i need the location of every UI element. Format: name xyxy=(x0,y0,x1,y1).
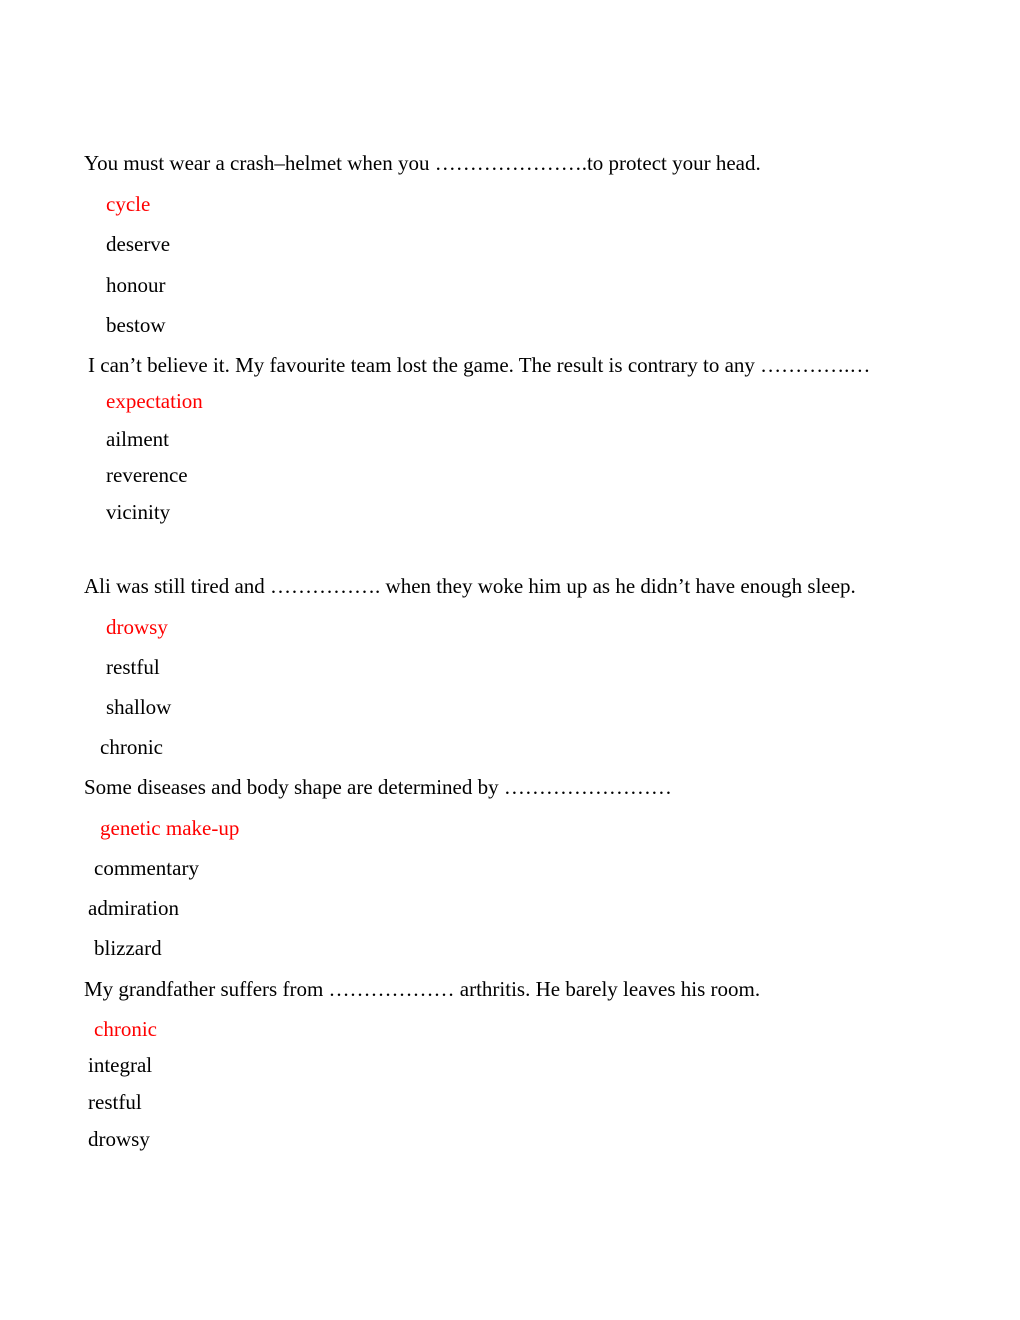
question-5-option-3: restful xyxy=(88,1090,142,1114)
question-5-text: My grandfather suffers from ……………… arthritis. He barely leaves his room. xyxy=(84,977,761,1001)
question-1-option-1: cycle xyxy=(106,192,151,216)
question-4-option-2: commentary xyxy=(94,856,199,880)
question-4-text: Some diseases and body shape are determined by …………………… xyxy=(84,775,672,799)
question-3-option-3: shallow xyxy=(106,695,172,719)
question-1-text: You must wear a crash–helmet when you ………………….to protect your head. xyxy=(84,151,761,175)
question-3-option-4: chronic xyxy=(100,735,163,759)
question-1-option-2: deserve xyxy=(106,232,171,256)
question-4-option-3: admiration xyxy=(88,896,179,920)
question-2-option-1: expectation xyxy=(106,389,203,413)
question-5-option-2: integral xyxy=(88,1053,153,1077)
question-2-option-3: reverence xyxy=(106,463,188,487)
question-5-option-1: chronic xyxy=(94,1017,157,1041)
question-2-text: I can’t believe it. My favourite team lost the game. The result is contrary to any ………….… xyxy=(88,353,871,377)
question-1-option-4: bestow xyxy=(106,313,166,337)
question-4-option-4: blizzard xyxy=(94,936,162,960)
question-4-option-1: genetic make-up xyxy=(100,816,240,840)
question-3-option-1: drowsy xyxy=(106,615,168,639)
question-3-option-2: restful xyxy=(106,655,160,679)
question-2-option-2: ailment xyxy=(106,427,169,451)
question-3-text: Ali was still tired and ……………. when they woke him up as he didn’t have enough sleep. xyxy=(84,574,856,598)
question-5-option-4: drowsy xyxy=(88,1127,150,1151)
question-2-option-4: vicinity xyxy=(106,500,171,524)
question-1-option-3: honour xyxy=(106,273,166,297)
